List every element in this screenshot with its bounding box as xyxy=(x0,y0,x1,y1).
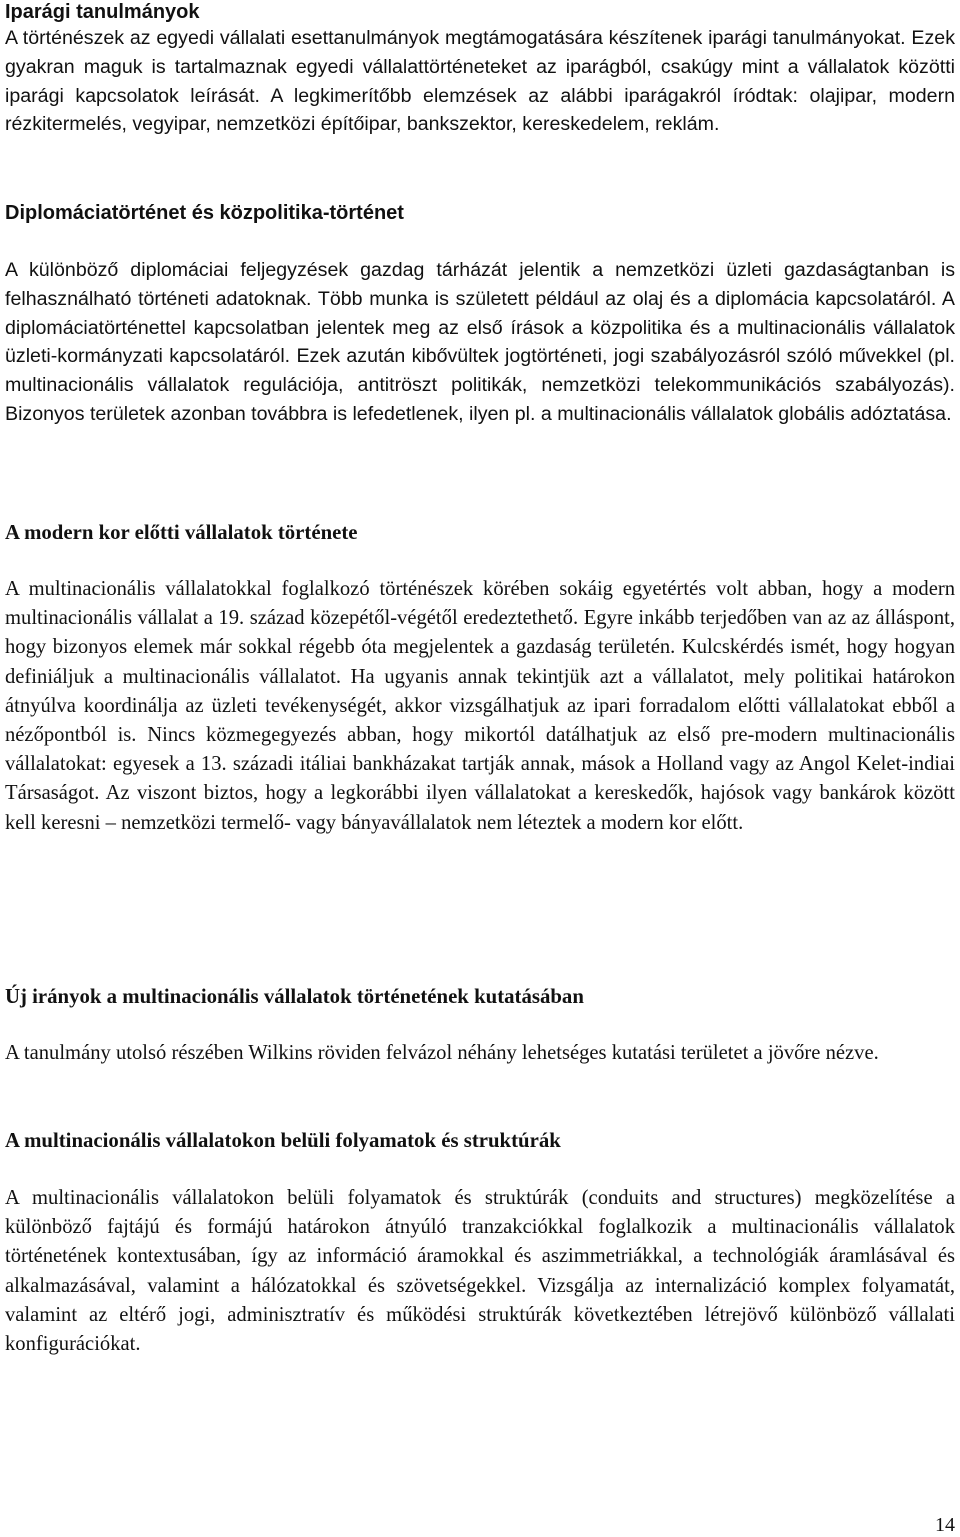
section-heading-internal: A multinacionális vállalatokon belüli folyamatok és struktúrák xyxy=(5,1129,561,1152)
section-body-internal: A multinacionális vállalatokon belüli folyamatok és struktúrák (conduits and structures) megközelítése a különböző fajtájú és formájú határokon átnyúló tranzakciókkal foglalkozik a multinacionális vállalatok történetének kontextusában, így az információ áramokkal és aszimmetriákkal, a technológiák áramlásával és alkalmazásával, valamint a hálózatokkal és szövetségekkel. Vizsgálja az internalizáció komplex folyamatát, valamint az eltérő jogi, adminisztratív és működési struktúrák következtében létrejövő különböző vállalati konfigurációkat. xyxy=(5,1187,955,1356)
page-number: 14 xyxy=(935,1514,955,1536)
section-body-industry: A történészek az egyedi vállalati esettanulmányok megtámogatására készítenek iparági tanulmányokat. Ezek gyakran maguk is tartalmaznak egyedi vállalattörténeteket az iparágból, csakúgy mint a vállalatok közötti iparági kapcsolatok leírását. A legkimerítőbb elemzések az alábbi iparágakról íródtak: olajipar, modern rézkitermelés, vegyipar, nemzetközi építőipar, bankszektor, kereskedelem, reklám. xyxy=(5,27,955,136)
section-heading-new-directions: Új irányok a multinacionális vállalatok történetének kutatásában xyxy=(5,985,584,1008)
section-heading-premodern: A modern kor előtti vállalatok története xyxy=(5,521,358,544)
section-body-premodern: A multinacionális vállalatokkal foglalkozó történészek körében sokáig egyetértés volt abban, hogy a modern multinacionális vállalat a 19. század közepétől-végétől eredeztethető. Egyre inkább terjedőben van az az álláspont, hogy bizonyos elemek már sokkal régebb óta megjelentek a gazdaság területén. Kulcskérdés ismét, hogy hogyan definiáljuk a multinacionális vállalatot. Ha ugyanis annak tekintjük azt a vállalatot, mely politikai határokon átnyúlva koordinálja az üzleti tevékenységét, akkor vizsgálhatjuk az ipari forradalom előtti vállalatokat ebből a nézőpontból is. Nincs közmegegyezés abban, hogy mikortól datálhatjuk az első pre-modern multinacionális vállalatokat: egyesek a 13. századi itáliai bankházakat tartják annak, mások a Holland vagy az Angol Kelet-indiai Társaságot. Az viszont biztos, hogy a legkorábbi ilyen vállalatokat a kereskedők, hajósok vagy bankárok között kell keresni – nemzetközi termelő- vagy bányavállalatok nem léteztek a modern kor előtt. xyxy=(5,578,955,834)
section-body-diplomacy: A különböző diplomáciai feljegyzések gazdag tárházát jelentik a nemzetközi üzleti gazdaságtanban is felhasználható történeti adatoknak. Több munka is született például az olaj és a diplomácia kapcsolatáról. A diplomáciatörténettel kapcsolatban jelentek meg az első írások a közpolitika és a multinacionális vállalatok üzleti-kormányzati kapcsolatáról. Ezek azután kibővültek jogtörténeti, jogi szabályozásról szóló művekkel (pl. multinacionális vállalatok regulációja, antitröszt politikák, nemzetközi telekommunikációs szabályozás). Bizonyos területek azonban továbbra is lefedetlenek, ilyen pl. a multinacionális vállalatok globális adóztatása. xyxy=(5,259,955,425)
section-body-new-directions: A tanulmány utolsó részében Wilkins röviden felvázol néhány lehetséges kutatási területet a jövőre nézve. xyxy=(5,1042,879,1064)
section-heading-diplomacy: Diplomáciatörténet és közpolitika-történet xyxy=(5,202,404,224)
section-heading-industry: Iparági tanulmányok xyxy=(5,1,200,23)
